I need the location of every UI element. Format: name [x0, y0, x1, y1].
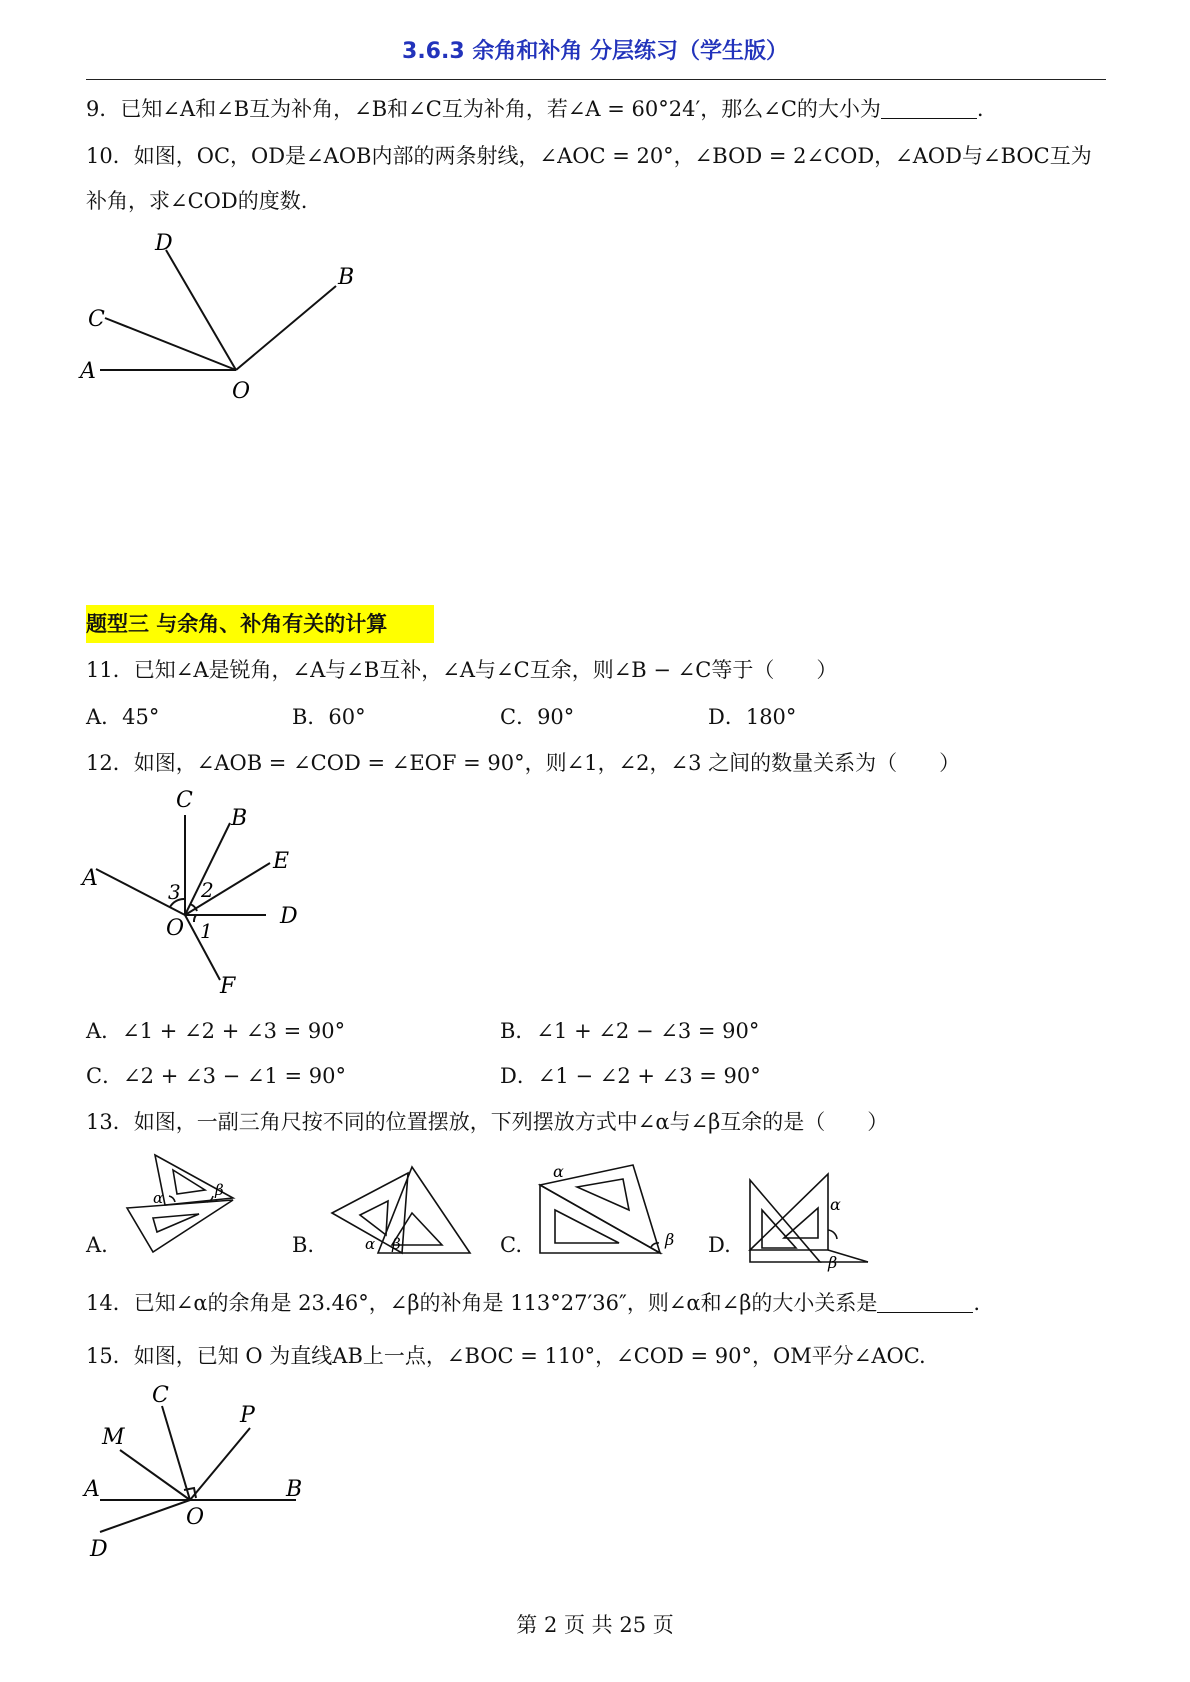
- fig12-label-o: O: [166, 916, 185, 941]
- fig15-label-b: B: [286, 1477, 303, 1502]
- figure-q15: [80, 1380, 320, 1560]
- q13-option-a[interactable]: A.: [86, 1233, 108, 1257]
- fig12-label-1: 1: [200, 919, 213, 943]
- question-14-text: 14．已知∠α的余角是 23.46°，∠β的补角是 113°27′36″，则∠α和∠β的大小关系是: [86, 1291, 878, 1315]
- question-11-text: 11．已知∠A是锐角，∠A与∠B互补，∠A与∠C互余，则∠B − ∠C等于（ ）: [86, 658, 838, 682]
- answer-blank[interactable]: [881, 98, 977, 119]
- fig15-label-a: A: [84, 1477, 100, 1502]
- fig12-label-3: 3: [168, 880, 181, 904]
- fig10-label-o: O: [232, 379, 251, 404]
- question-12-text: 12．如图，∠AOB = ∠COD = ∠EOF = 90°，则∠1，∠2，∠3 之间的数量关系为（ ）: [86, 751, 961, 775]
- fig12-label-d: D: [280, 904, 298, 929]
- q11-option-d[interactable]: D．180°: [708, 705, 797, 729]
- question-14-end: .: [973, 1291, 981, 1315]
- q13-figure-b: [330, 1165, 480, 1255]
- q13a-alpha-label: α: [153, 1189, 164, 1207]
- fig12-label-a: A: [82, 866, 98, 891]
- fig10-label-d: D: [155, 231, 173, 256]
- page-footer: 第 2 页 共 25 页: [516, 1613, 674, 1637]
- question-10-line-1: 10．如图，OC，OD是∠AOB内部的两条射线，∠AOC = 20°，∠BOD = 2∠COD，∠AOD与∠BOC互为: [86, 144, 1092, 168]
- q12-option-d[interactable]: D．∠1 − ∠2 + ∠3 = 90°: [500, 1064, 761, 1088]
- question-14: [86, 1288, 980, 1318]
- q12-option-b[interactable]: B．∠1 + ∠2 − ∠3 = 90°: [500, 1019, 760, 1043]
- fig12-label-e: E: [273, 849, 290, 874]
- fig15-label-d: D: [90, 1537, 108, 1562]
- q13-option-d[interactable]: D.: [708, 1233, 731, 1257]
- q13-figure-d: [748, 1172, 878, 1272]
- question-9: [86, 94, 984, 124]
- q13d-beta-label: β: [828, 1253, 838, 1272]
- fig15-label-m: M: [102, 1425, 125, 1450]
- fig12-label-f: F: [220, 974, 236, 999]
- page-header-title: 3.6.3 余角和补角 分层练习（学生版）: [402, 39, 788, 64]
- question-9-text: 9．已知∠A和∠B互为补角，∠B和∠C互为补角，若∠A = 60°24′，那么∠C的大小为: [86, 97, 881, 121]
- question-13-text: 13．如图，一副三角尺按不同的位置摆放，下列摆放方式中∠α与∠β互余的是（ ）: [86, 1110, 889, 1134]
- fig10-label-c: C: [88, 307, 105, 332]
- question-9-end: .: [976, 97, 984, 121]
- q13c-beta-label: β: [665, 1230, 675, 1249]
- q13-figure-c: [535, 1155, 695, 1265]
- fig15-label-o: O: [186, 1505, 205, 1530]
- answer-blank[interactable]: [877, 1292, 973, 1313]
- fig15-label-c: C: [152, 1383, 169, 1408]
- figure-q12: [80, 785, 320, 999]
- q11-option-a[interactable]: A．45°: [86, 705, 160, 729]
- q13-figure-a: [125, 1150, 245, 1260]
- q13a-beta-label: β: [215, 1181, 224, 1199]
- q12-option-a[interactable]: A．∠1 + ∠2 + ∠3 = 90°: [86, 1019, 346, 1043]
- q13d-alpha-label: α: [830, 1195, 841, 1214]
- q13c-alpha-label: α: [553, 1162, 564, 1181]
- header-rule: [86, 79, 1106, 80]
- question-10-line-2: 补角，求∠COD的度数.: [86, 189, 308, 213]
- figure-q10: [80, 230, 380, 410]
- fig15-label-p: P: [240, 1403, 255, 1428]
- fig10-label-b: B: [338, 265, 355, 290]
- q13b-alpha-label: α: [365, 1235, 376, 1253]
- question-15-text: 15．如图，已知 O 为直线AB上一点，∠BOC = 110°，∠COD = 90°，OM平分∠AOC.: [86, 1344, 926, 1368]
- fig12-label-c: C: [176, 788, 193, 813]
- q11-option-c[interactable]: C．90°: [500, 705, 575, 729]
- section-heading: 题型三 与余角、补角有关的计算: [86, 605, 434, 643]
- fig10-label-a: A: [80, 359, 96, 384]
- fig12-label-b: B: [231, 806, 248, 831]
- q13-option-b[interactable]: B.: [292, 1233, 315, 1257]
- fig12-label-2: 2: [201, 878, 214, 902]
- q13-option-c[interactable]: C.: [500, 1233, 522, 1257]
- q11-option-b[interactable]: B．60°: [292, 705, 366, 729]
- q13b-beta-label: β: [392, 1235, 401, 1253]
- q12-option-c[interactable]: C．∠2 + ∠3 − ∠1 = 90°: [86, 1064, 346, 1088]
